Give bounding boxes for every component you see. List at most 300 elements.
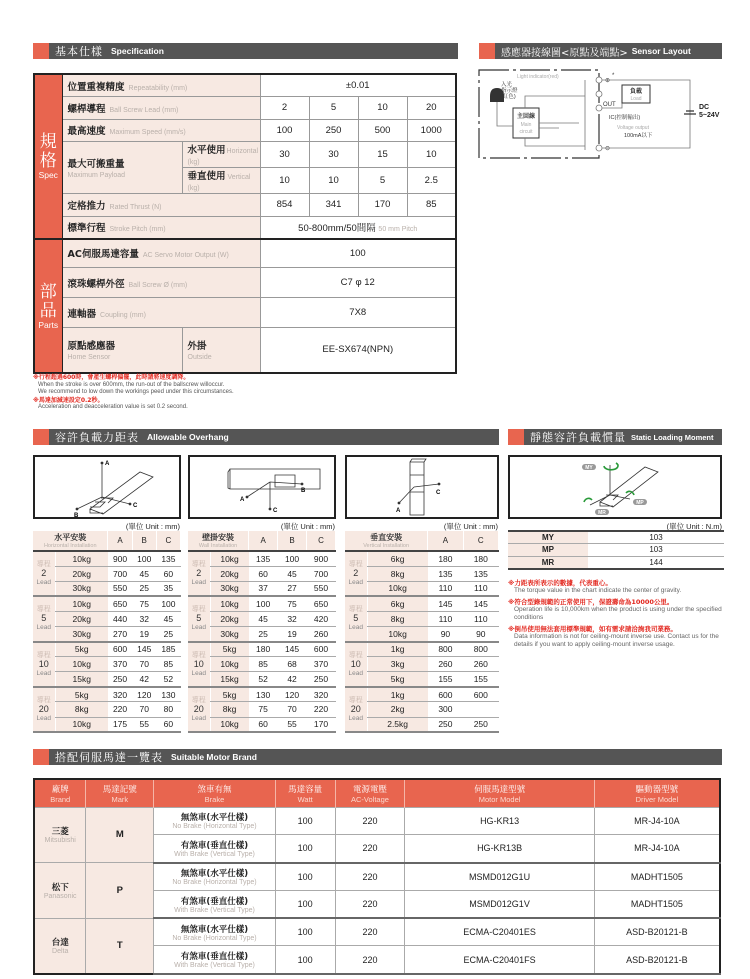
value-cell: 30 [309, 142, 358, 168]
row-label [62, 119, 260, 142]
overhang-value: 55 [132, 717, 156, 732]
overhang-value: 19 [278, 626, 307, 641]
axis-label-c: C [436, 490, 441, 496]
load-weight: 30kg [55, 626, 108, 641]
value-cell: 2 [260, 97, 309, 120]
lead-value: 5 [41, 613, 47, 624]
parts-side-label [34, 239, 62, 373]
column-header [275, 779, 335, 807]
spec-row-repeatability [34, 74, 456, 97]
overhang-value: 900 [108, 551, 132, 566]
lead-en: Lead [348, 579, 363, 587]
value-cell: 341 [309, 194, 358, 217]
overhang-value: 27 [278, 581, 307, 596]
value-stroke [260, 216, 456, 239]
lead-value: 20 [350, 703, 361, 714]
load-weight: 10kg [55, 657, 108, 672]
load-weight: 10kg [210, 551, 249, 566]
load-weight: 3kg [367, 657, 428, 672]
brake-cell [154, 863, 276, 891]
spec-row-stroke [34, 216, 456, 239]
row-label [62, 74, 260, 97]
overhang-value: 32 [132, 611, 156, 626]
install-title [33, 531, 108, 551]
lead-value: 2 [41, 568, 47, 579]
overhang-value: 135 [249, 551, 278, 566]
overhang-value: 260 [428, 657, 463, 672]
load-weight: 10kg [210, 717, 249, 732]
overhang-row [188, 566, 336, 581]
lead-label [33, 687, 55, 732]
overhang-value: 180 [428, 551, 463, 566]
install-title [345, 531, 428, 551]
watt-cell: 100 [275, 807, 335, 835]
moment-table [508, 530, 724, 570]
side-zh-1: 部 [39, 281, 57, 301]
lead-label [188, 596, 210, 641]
overhang-value: 45 [278, 566, 307, 581]
lead-zh: 導程 [36, 650, 51, 659]
row-label [62, 142, 182, 194]
load-weight: 30kg [210, 626, 249, 641]
overhang-row [33, 596, 181, 611]
overhang-value: 135 [156, 551, 180, 566]
spec-row-motor-output [34, 239, 456, 268]
column-header: C [463, 531, 498, 551]
install-title-zh: 壁掛安裝 [202, 533, 235, 542]
lead-zh: 導程 [348, 560, 363, 569]
load-weight: 1kg [367, 687, 428, 702]
load-weight: 5kg [210, 687, 249, 702]
row-label [62, 298, 260, 328]
value-cell: 20 [407, 97, 456, 120]
brake-cell [154, 835, 276, 863]
lead-label [345, 596, 367, 641]
load-weight: 10kg [210, 596, 249, 611]
header-zh: 煞車有無 [197, 784, 232, 795]
overhang-value: 270 [108, 626, 132, 641]
rail-shape [90, 472, 153, 514]
load-weight: 20kg [55, 611, 108, 626]
label-en: Ball Screw Ø (mm) [128, 281, 188, 289]
my-rotation-icon [604, 463, 618, 470]
row-label [62, 268, 260, 298]
accent-block [33, 429, 49, 445]
driver-cell: MADHT1505 [594, 890, 720, 918]
overhang-row [33, 702, 181, 717]
mark-cell: T [86, 918, 154, 974]
load-weight: 2.5kg [367, 717, 428, 732]
lead-label [188, 687, 210, 732]
section-title-zh: 搭配伺服馬達一覽表 [55, 751, 163, 764]
column-header [594, 779, 720, 807]
label-en: Outside [187, 354, 212, 362]
overhang-value: 110 [463, 581, 498, 596]
overhang-row [33, 717, 181, 732]
note-gray: Acceleration and deacceleration value is set 0.2 second. [38, 404, 188, 410]
load-weight: 10kg [55, 596, 108, 611]
overhang-value: 250 [108, 672, 132, 687]
label-zh: 水平使用 [187, 145, 226, 156]
note-red: ※力距表所表示的數據，代表重心。 [508, 579, 612, 587]
horizontal-install-diagram [33, 455, 181, 519]
volt-cell: 220 [335, 946, 405, 974]
lead-value: 10 [350, 658, 361, 669]
moment-diagram [508, 455, 722, 519]
value-cell: 2.5 [407, 168, 456, 194]
header-zh: 廠牌 [51, 784, 69, 795]
lead-label [33, 596, 55, 641]
accent-block [479, 43, 495, 59]
overhang-value: 35 [156, 581, 180, 596]
overhang-row [345, 596, 499, 611]
label-zh: 定格推力 [67, 200, 106, 212]
overhang-value: 145 [278, 642, 307, 657]
load-weight: 20kg [210, 611, 249, 626]
overhang-value: 70 [132, 702, 156, 717]
load-weight: 1kg [367, 642, 428, 657]
mr-badge: MR [598, 509, 606, 516]
overhang-row [188, 687, 336, 702]
lead-en: Lead [191, 714, 206, 722]
label-en: Maximum Speed (mm/s) [109, 129, 186, 137]
axis-label-b: B [74, 513, 79, 517]
overhang-value: 600 [428, 687, 463, 702]
overhang-header-row [33, 531, 181, 551]
row-sublabel [182, 168, 260, 194]
install-title [188, 531, 249, 551]
moment-notes [508, 576, 724, 649]
overhang-value: 75 [278, 596, 307, 611]
label-zh: 垂直使用 [187, 171, 226, 182]
overhang-value: 650 [307, 596, 336, 611]
brake-en: No Brake (Horizontal Type) [172, 879, 257, 887]
lead-en: Lead [191, 669, 206, 677]
overhang-value: 250 [307, 672, 336, 687]
label-zh: 最高速度 [67, 126, 106, 138]
brand-en: Delta [52, 948, 69, 956]
overhang-table-wall [188, 531, 336, 733]
ic-label: IC(控制輸出) [609, 115, 641, 121]
lead-label [33, 551, 55, 596]
lead-label [188, 551, 210, 596]
lead-value: 20 [38, 703, 49, 714]
volt-cell: 220 [335, 918, 405, 946]
overhang-row [345, 551, 499, 566]
overhang-header-row [188, 531, 336, 551]
overhang-value: 70 [132, 657, 156, 672]
overhang-row [188, 626, 336, 641]
overhang-value: 120 [132, 687, 156, 702]
indicator-zh: 入光 [501, 82, 513, 88]
overhang-row [345, 566, 499, 581]
side-zh-2: 格 [39, 151, 57, 171]
overhang-value: 320 [108, 687, 132, 702]
load-weight: 8kg [210, 702, 249, 717]
row-label [62, 194, 260, 217]
lead-en: Lead [348, 714, 363, 722]
spec-row-speed [34, 119, 456, 142]
mark-cell: P [86, 863, 154, 919]
overhang-value: 60 [156, 566, 180, 581]
overhang-value: 180 [463, 551, 498, 566]
header-en: AC-Voltage [350, 794, 389, 804]
lead-en: Lead [348, 669, 363, 677]
section-header-moment [508, 429, 722, 445]
lead-en: Lead [36, 669, 51, 677]
unit-label: (單位 Unit : mm) [280, 522, 335, 531]
load-weight: 10kg [55, 551, 108, 566]
overhang-row [188, 717, 336, 732]
overhang-value [463, 702, 498, 717]
header-zh: 驅動器型號 [635, 784, 679, 795]
header-en: Mark [111, 794, 129, 804]
load-weight: 6kg [367, 551, 428, 566]
overhang-value: 370 [307, 657, 336, 672]
rail-shape [410, 459, 426, 515]
install-title-zh: 垂直安裝 [370, 533, 403, 542]
overhang-row [345, 717, 499, 732]
overhang-row [33, 551, 181, 566]
label-zh: 最大可搬重量 [67, 159, 125, 170]
lead-zh: 導程 [191, 605, 206, 614]
lead-label [188, 642, 210, 687]
lead-value: 5 [353, 613, 359, 624]
label-en: Home Sensor [67, 354, 111, 362]
overhang-row [33, 581, 181, 596]
value-cell: 10 [407, 142, 456, 168]
motor-cell: ECMA-C20401ES [405, 918, 594, 946]
stroke-value: 50-800mm/50間隔 [298, 223, 376, 234]
load-weight: 5kg [210, 642, 249, 657]
load-zh: 負載 [629, 89, 643, 95]
overhang-value: 440 [108, 611, 132, 626]
overhang-row [33, 566, 181, 581]
brake-en: No Brake (Horizontal Type) [172, 934, 257, 942]
value-cell: 15 [358, 142, 407, 168]
lead-en: Lead [191, 579, 206, 587]
overhang-row [345, 626, 499, 641]
brand-en: Panasonic [43, 892, 77, 900]
overhang-value: 75 [132, 596, 156, 611]
axis-label-a: A [396, 508, 401, 514]
overhang-value: 25 [156, 626, 180, 641]
overhang-value: 85 [249, 657, 278, 672]
moment-value: 103 [588, 531, 724, 544]
driver-cell: MADHT1505 [594, 863, 720, 891]
overhang-row [33, 642, 181, 657]
dc-supply-label [699, 104, 719, 120]
axis-label-b: B [301, 488, 306, 494]
overhang-row [188, 596, 336, 611]
my-badge: MY [585, 464, 593, 471]
overhang-value: 25 [132, 581, 156, 596]
brake-en: No Brake (Horizontal Type) [172, 823, 257, 831]
column-header [335, 779, 405, 807]
mr-rotation-icon [584, 498, 592, 502]
axis-label-c: C [133, 503, 138, 509]
driver-cell: MR-J4-10A [594, 835, 720, 863]
dc-voltage-label: 5~24V [699, 112, 720, 119]
section-title-zh: 靜態容許負載慣量 [530, 431, 626, 444]
volt-cell: 220 [335, 890, 405, 918]
load-weight: 2kg [367, 702, 428, 717]
moment-row-mp [508, 544, 724, 557]
spec-row-lead [34, 97, 456, 120]
overhang-value: 90 [463, 626, 498, 641]
overhang-value: 80 [156, 702, 180, 717]
lead-zh: 導程 [191, 695, 206, 704]
watt-cell: 100 [275, 863, 335, 891]
stroke-value-en: 50 mm Pitch [378, 226, 418, 233]
lead-zh: 導程 [36, 560, 51, 569]
brand-zh: 台達 [51, 938, 69, 949]
lead-label [33, 642, 55, 687]
overhang-value: 600 [307, 642, 336, 657]
label-en: Rated Thrust (N) [109, 203, 162, 211]
note-red: ※符合型錄規範的正常使用下，保證壽命為10000公里。 [508, 598, 674, 606]
load-weight: 10kg [55, 717, 108, 732]
overhang-value: 42 [132, 672, 156, 687]
volt-cell: 220 [335, 863, 405, 891]
column-header [405, 779, 594, 807]
header-en: Brand [50, 794, 71, 804]
main-circuit-zh: 主回線 [516, 114, 536, 120]
overhang-value: 145 [132, 642, 156, 657]
header-en: Motor Model [478, 794, 521, 804]
overhang-value: 37 [249, 581, 278, 596]
load-weight: 8kg [367, 611, 428, 626]
header-en: Watt [297, 794, 313, 804]
note-gray: The torque value in the chart indicate the center of gravity. [514, 587, 682, 594]
load-weight: 15kg [210, 672, 249, 687]
overhang-value: 42 [278, 672, 307, 687]
brake-zh: 有煞車(垂直仕樣) [180, 840, 249, 851]
motor-cell: HG-KR13B [405, 835, 594, 863]
lead-value: 10 [193, 658, 204, 669]
value-ball-screw: C7 φ 12 [260, 268, 456, 298]
load-weight: 20kg [55, 566, 108, 581]
overhang-value: 130 [156, 687, 180, 702]
load-weight: 20kg [210, 566, 249, 581]
main-circuit-en: circuit [519, 129, 533, 135]
watt-cell: 100 [275, 835, 335, 863]
overhang-value: 300 [428, 702, 463, 717]
overhang-value: 420 [307, 611, 336, 626]
label-zh: 標準行程 [67, 223, 106, 234]
overhang-value: 135 [428, 566, 463, 581]
value-coupling: 7X8 [260, 298, 456, 328]
overhang-value: 100 [249, 596, 278, 611]
brake-en: With Brake (Vertical Type) [174, 906, 255, 914]
motor-cell: MSMD012G1U [405, 863, 594, 891]
lead-label [345, 687, 367, 732]
section-title-en: Suitable Motor Brand [171, 752, 257, 762]
section-title-en: Specification [111, 46, 164, 56]
overhang-row [345, 611, 499, 626]
moment-key: MP [508, 544, 588, 557]
row-label [62, 216, 260, 239]
minus-terminal: ⊖ [605, 146, 611, 152]
overhang-value: 900 [307, 551, 336, 566]
indicator-zh: 指示燈 [501, 88, 518, 94]
load-weight: 15kg [55, 672, 108, 687]
value-cell: 500 [358, 119, 407, 142]
overhang-row [33, 626, 181, 641]
overhang-value: 260 [307, 626, 336, 641]
light-indicator-label: Light indicator(red) [517, 74, 559, 80]
watt-cell: 100 [275, 890, 335, 918]
overhang-value: 700 [307, 566, 336, 581]
overhang-value: 130 [249, 687, 278, 702]
header-zh: 電源電壓 [352, 784, 387, 795]
note-red: ※馬達加減速設定0.2秒。 [33, 396, 104, 404]
value-cell: 170 [358, 194, 407, 217]
overhang-value: 220 [307, 702, 336, 717]
section-title-zh: 基本仕樣 [55, 45, 103, 58]
brake-cell [154, 890, 276, 918]
overhang-value: 100 [132, 551, 156, 566]
overhang-value: 185 [156, 642, 180, 657]
value-repeatability: ±0.01 [260, 74, 456, 97]
brake-zh: 無煞車(水平仕樣) [180, 924, 249, 935]
note-gray: We recommend to low down the workings peed under this circumstances. [38, 389, 234, 395]
overhang-value: 45 [132, 566, 156, 581]
lead-en: Lead [36, 579, 51, 587]
overhang-value: 600 [463, 687, 498, 702]
watt-cell: 100 [275, 918, 335, 946]
overhang-row [345, 687, 499, 702]
label-zh: 連軸器 [67, 308, 97, 320]
moment-value: 144 [588, 556, 724, 569]
motor-brand-table [33, 778, 721, 975]
header-zh: 馬達記號 [102, 784, 137, 795]
section-title-en: Static Loading Moment [631, 432, 714, 442]
spec-side-label [34, 74, 62, 239]
overhang-value: 550 [108, 581, 132, 596]
load-weight: 5kg [55, 687, 108, 702]
value-cell: 30 [260, 142, 309, 168]
label-en: Maximum Payload [67, 172, 126, 179]
note-gray: When the stroke is over 600mm, the run-out of the ballscrew willoccur. [38, 381, 225, 388]
volt-cell: 220 [335, 835, 405, 863]
install-title-en: Wall Installation [198, 543, 238, 549]
overhang-header-row [345, 531, 499, 551]
column-header [34, 779, 86, 807]
overhang-value: 600 [108, 642, 132, 657]
column-header: B [132, 531, 156, 551]
motor-cell: ECMA-C20401FS [405, 946, 594, 974]
brand-en: Mitsubishi [44, 837, 76, 845]
motor-row [34, 863, 720, 891]
overhang-value: 19 [132, 626, 156, 641]
vertical-install-diagram [345, 455, 499, 519]
overhang-value: 550 [307, 581, 336, 596]
brake-en: With Brake (Vertical Type) [174, 962, 255, 970]
lead-zh: 導程 [191, 560, 206, 569]
overhang-row [345, 642, 499, 657]
load-weight: 6kg [367, 596, 428, 611]
lead-zh: 導程 [36, 695, 51, 704]
overhang-value: 250 [428, 717, 463, 732]
lead-zh: 導程 [36, 605, 51, 614]
overhang-value: 100 [156, 596, 180, 611]
note-red: ※行程超過600時，會產生螺桿偏擺，此時請將速度調降。 [33, 374, 190, 381]
spec-row-thrust [34, 194, 456, 217]
lead-zh: 導程 [348, 695, 363, 704]
motor-cell: MSMD012G1V [405, 890, 594, 918]
accent-block [508, 429, 524, 445]
